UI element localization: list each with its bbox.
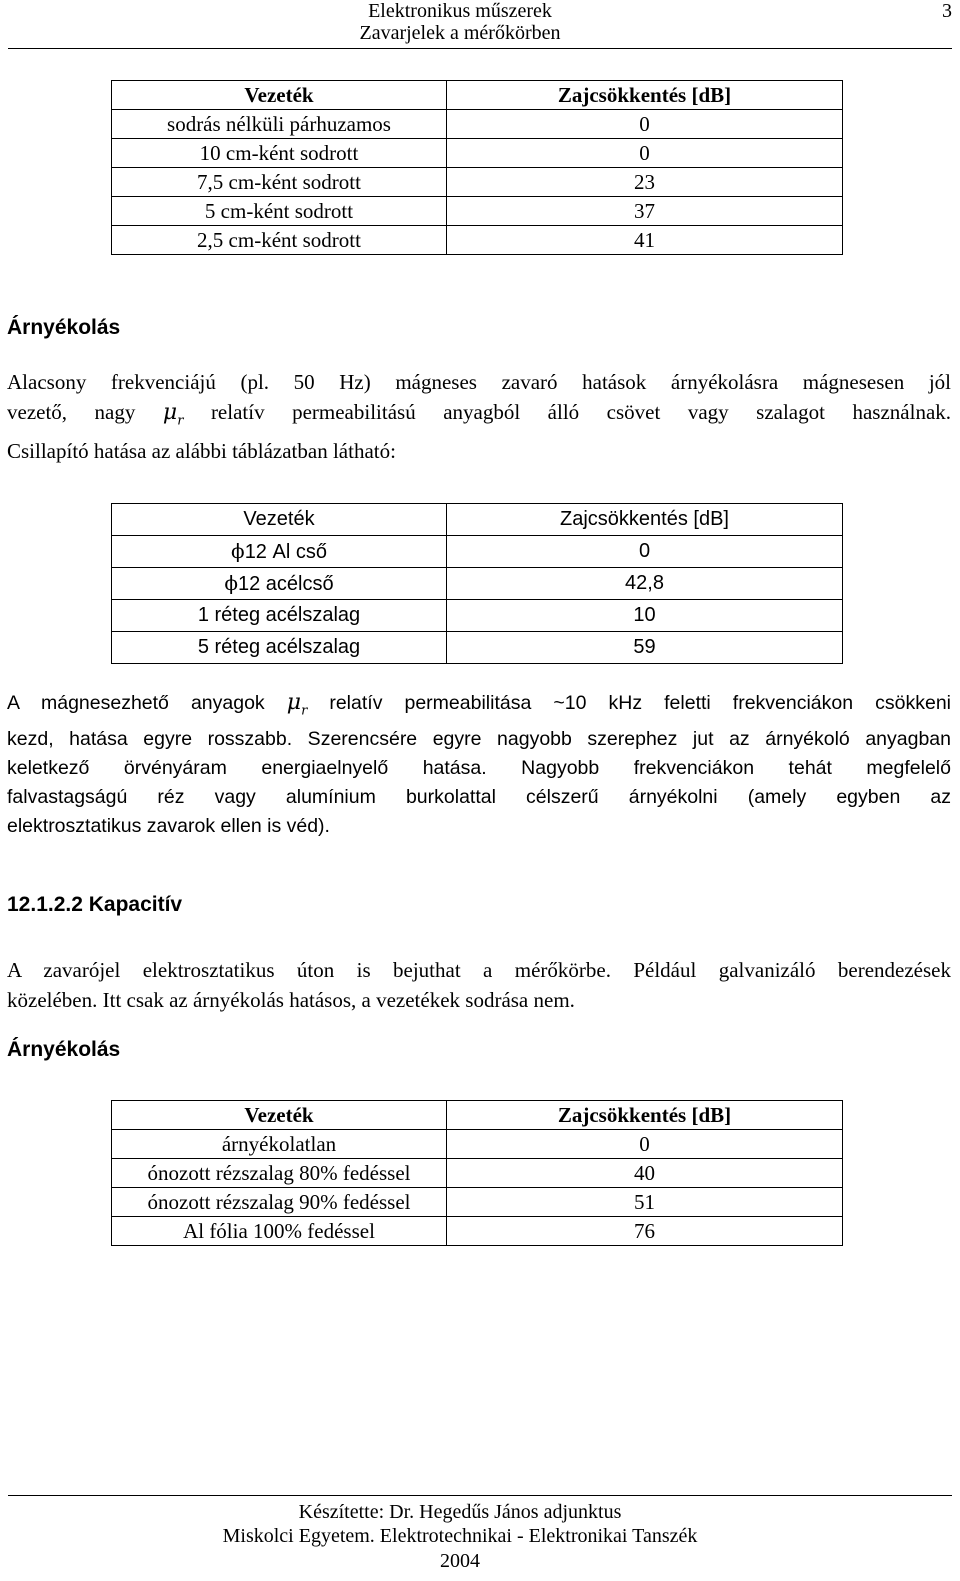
shielding-table-magnetic: [111, 503, 843, 664]
table-row: [112, 1188, 843, 1217]
diameter-icon: ϕ: [231, 539, 245, 563]
paragraph-permeability: [7, 688, 951, 841]
column-header-noise-reduction: Zajcsökkentés [dB]: [447, 1101, 843, 1130]
table-row: [112, 632, 843, 664]
text-span: relatív permeabilitású anyagból álló csövet vagy szalagot használnak.: [210, 400, 952, 424]
paragraph-line: [7, 688, 951, 725]
column-header-wire: Vezeték: [112, 504, 447, 536]
shielding-table-capacitive: [111, 1100, 843, 1246]
section-heading-shielding-2: Árnyékolás: [7, 1038, 121, 1061]
table-row: [112, 600, 843, 632]
cell-text: 12 acélcső: [238, 573, 334, 595]
section-heading-shielding: Árnyékolás: [7, 316, 121, 339]
text-span: A mágnesezhető anyagok: [7, 692, 265, 714]
twisting-table: [111, 80, 843, 255]
cell-value: 0: [447, 139, 843, 168]
column-header-wire: Vezeték: [112, 1101, 447, 1130]
cell-text: 12 Al cső: [244, 541, 327, 563]
cell-wire: árnyékolatlan: [112, 1130, 447, 1159]
footer-author: Készítette: Dr. Hegedűs János adjunktus: [298, 1501, 622, 1523]
cell-value: 0: [447, 110, 843, 139]
page-number: 3: [942, 0, 952, 22]
table-row: [112, 139, 843, 168]
paragraph-capacitive: [7, 955, 951, 1015]
header-title: Elektronikus műszerek: [368, 0, 552, 22]
diameter-icon: ϕ: [224, 571, 238, 595]
paragraph-line: Alacsony frekvenciájú (pl. 50 Hz) mágneses zavaró hatások árnyékolásra mágnesesen jól: [7, 370, 951, 394]
cell-value: 76: [447, 1217, 843, 1246]
cell-wire: [112, 536, 447, 568]
cell-wire: sodrás nélküli párhuzamos: [112, 110, 447, 139]
header-rule: [8, 48, 952, 49]
table-row: [112, 536, 843, 568]
cell-value: 41: [447, 226, 843, 255]
cell-value: 10: [447, 600, 843, 632]
paragraph-line: falvastagságú réz vagy alumínium burkolattal célszerű árnyékolni (amely egyben az: [7, 786, 951, 809]
table-row: [112, 197, 843, 226]
text-span: vezető, nagy: [7, 400, 136, 424]
paragraph-line: keletkező örvényáram energiaelnyelő hatása. Nagyobb frekvenciákon tehát megfelelő: [7, 757, 951, 780]
table-header-row: [112, 1101, 843, 1130]
paragraph-line: kezd, hatása egyre rosszabb. Szerencsére egyre nagyobb szerephez jut az árnyékoló anyagban: [7, 728, 951, 751]
cell-wire: Al fólia 100% fedéssel: [112, 1217, 447, 1246]
cell-wire: ónozott rézszalag 90% fedéssel: [112, 1188, 447, 1217]
cell-value: 0: [447, 536, 843, 568]
mu-symbol: [286, 690, 308, 719]
table-header-row: [112, 504, 843, 536]
table-row: [112, 568, 843, 600]
table-row: [112, 110, 843, 139]
mu-symbol: [162, 400, 184, 429]
page-header: [0, 0, 960, 50]
cell-value: 42,8: [447, 568, 843, 600]
cell-value: 23: [447, 168, 843, 197]
paragraph-magnetic-shielding: [7, 367, 951, 466]
cell-value: 51: [447, 1188, 843, 1217]
paragraph-line: A zavarójel elektrosztatikus úton is bejuthat a mérőkörbe. Például galvanizáló berendezések: [7, 958, 951, 982]
cell-wire: 5 cm-ként sodrott: [112, 197, 447, 226]
cell-wire: 10 cm-ként sodrott: [112, 139, 447, 168]
footer-year: 2004: [440, 1550, 480, 1572]
column-header-wire: Vezeték: [112, 81, 447, 110]
table-row: [112, 226, 843, 255]
cell-value: 37: [447, 197, 843, 226]
column-header-noise-reduction: Zajcsökkentés [dB]: [447, 81, 843, 110]
cell-wire: 5 réteg acélszalag: [112, 632, 447, 664]
cell-wire: 1 réteg acélszalag: [112, 600, 447, 632]
mu-glyph: μ: [286, 690, 302, 715]
cell-wire: 7,5 cm-ként sodrott: [112, 168, 447, 197]
table-row: [112, 1159, 843, 1188]
cell-wire: [112, 568, 447, 600]
paragraph-line: közelében. Itt csak az árnyékolás hatásos, a vezetékek sodrása nem.: [7, 988, 575, 1012]
paragraph-line: elektrosztatikus zavarok ellen is véd).: [7, 815, 330, 838]
cell-wire: 2,5 cm-ként sodrott: [112, 226, 447, 255]
column-header-noise-reduction: Zajcsökkentés [dB]: [447, 504, 843, 536]
section-heading-capacitive: 12.1.2.2 Kapacitív: [7, 893, 183, 916]
cell-wire: ónozott rézszalag 80% fedéssel: [112, 1159, 447, 1188]
text-span: relatív permeabilitása ~10 kHz feletti frekvenciákon csökkeni: [329, 692, 952, 714]
cell-value: 0: [447, 1130, 843, 1159]
header-subtitle: Zavarjelek a mérőkörben: [359, 22, 561, 44]
mu-glyph: μ: [162, 400, 178, 425]
mu-subscript: r: [301, 703, 308, 719]
paragraph-line: [7, 397, 951, 436]
table-row: [112, 168, 843, 197]
table-row: [112, 1130, 843, 1159]
paragraph-line: Csillapító hatása az alábbi táblázatban látható:: [7, 439, 396, 464]
footer-institution: Miskolci Egyetem. Elektrotechnikai - Elektronikai Tanszék: [222, 1525, 698, 1547]
table-header-row: [112, 81, 843, 110]
table-row: [112, 1217, 843, 1246]
mu-subscript: r: [177, 413, 184, 429]
cell-value: 40: [447, 1159, 843, 1188]
cell-value: 59: [447, 632, 843, 664]
footer-rule: [8, 1495, 952, 1496]
